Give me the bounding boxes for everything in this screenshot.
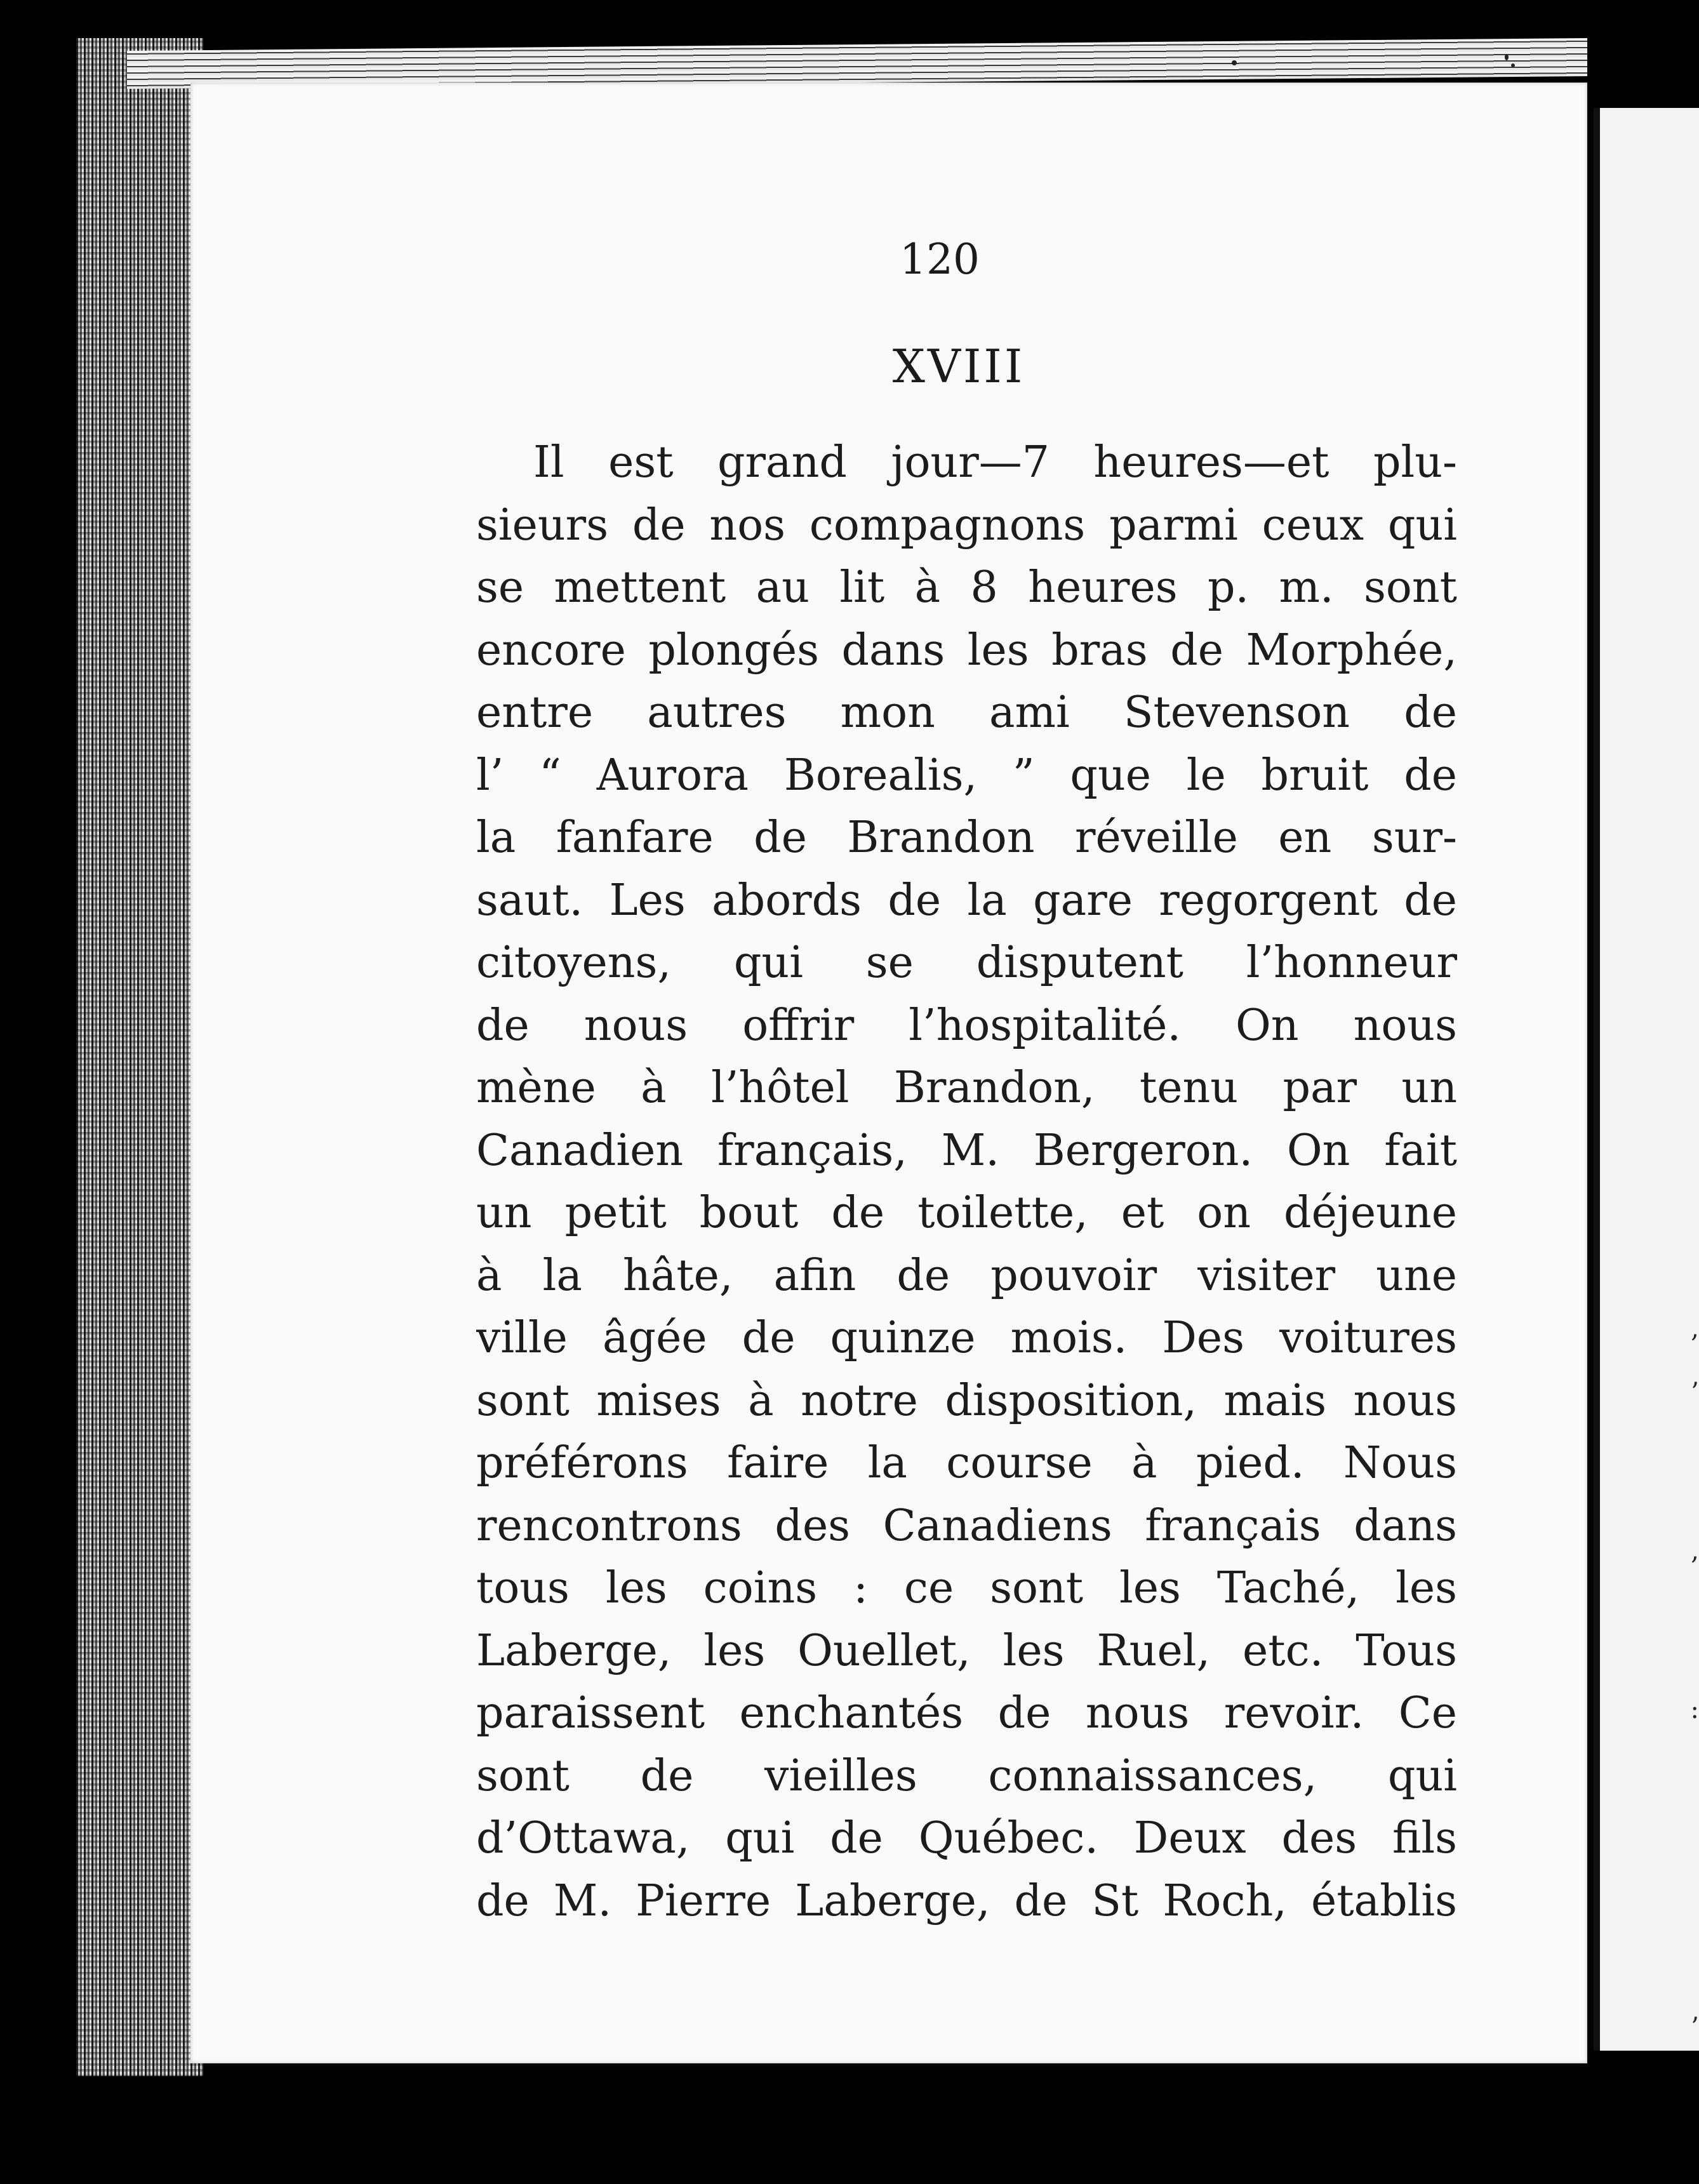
facing-page-marks: , ’ , : ’ — [1690, 1314, 1699, 2042]
text-line: de M. Pierre Laberge, de St Roch, établis — [476, 1875, 1457, 1926]
scan-speck — [1511, 63, 1515, 67]
page-body-text — [476, 432, 1457, 1933]
chapter-heading: XVIII — [892, 340, 1025, 393]
text-line: préférons faire la course à pied. Nous — [476, 1438, 1457, 1488]
text-line: l’ “ Aurora Borealis, ” que le bruit de — [476, 750, 1457, 801]
text-line: à la hâte, afin de pouvoir visiter une — [476, 1250, 1457, 1301]
text-line: se mettent au lit à 8 heures p. m. sont — [476, 563, 1457, 613]
text-line: la fanfare de Brandon réveille en sur- — [476, 813, 1457, 863]
text-line: sont mises à notre disposition, mais nous — [476, 1375, 1457, 1426]
text-line: citoyens, qui se disputent l’honneur — [476, 938, 1457, 988]
text-line: rencontrons des Canadiens français dans — [476, 1500, 1457, 1551]
text-line: encore plongés dans les bras de Morphée, — [476, 625, 1457, 676]
text-line: Laberge, les Ouellet, les Ruel, etc. Tous — [476, 1625, 1457, 1676]
text-line: paraissent enchantés de nous revoir. Ce — [476, 1688, 1457, 1738]
book-top-leaves — [127, 38, 1587, 89]
text-line: Il est grand jour—7 heures—et plu- — [533, 437, 1457, 488]
facing-page-strip — [1594, 108, 1699, 2051]
text-line: sont de vieilles connaissances, qui — [476, 1750, 1457, 1801]
text-line: mène à l’hôtel Brandon, tenu par un — [476, 1063, 1457, 1113]
text-line: ville âgée de quinze mois. Des voitures — [476, 1313, 1457, 1363]
page-number: 120 — [900, 235, 980, 284]
text-line: un petit bout de toilette, et on déjeune — [476, 1188, 1457, 1238]
text-line: saut. Les abords de la gare regorgent de — [476, 875, 1457, 926]
text-line: sieurs de nos compagnons parmi ceux qui — [476, 500, 1457, 550]
scan-speck — [1505, 54, 1509, 60]
text-line: d’Ottawa, qui de Québec. Deux des fils — [476, 1813, 1457, 1863]
text-line: Canadien français, M. Bergeron. On fait — [476, 1125, 1457, 1176]
text-line: tous les coins : ce sont les Taché, les — [476, 1563, 1457, 1613]
text-line: entre autres mon ami Stevenson de — [476, 688, 1457, 738]
book-page-edges — [76, 38, 203, 2076]
text-line: de nous offrir l’hospitalité. On nous — [476, 1000, 1457, 1051]
scan-speck — [1232, 60, 1237, 65]
